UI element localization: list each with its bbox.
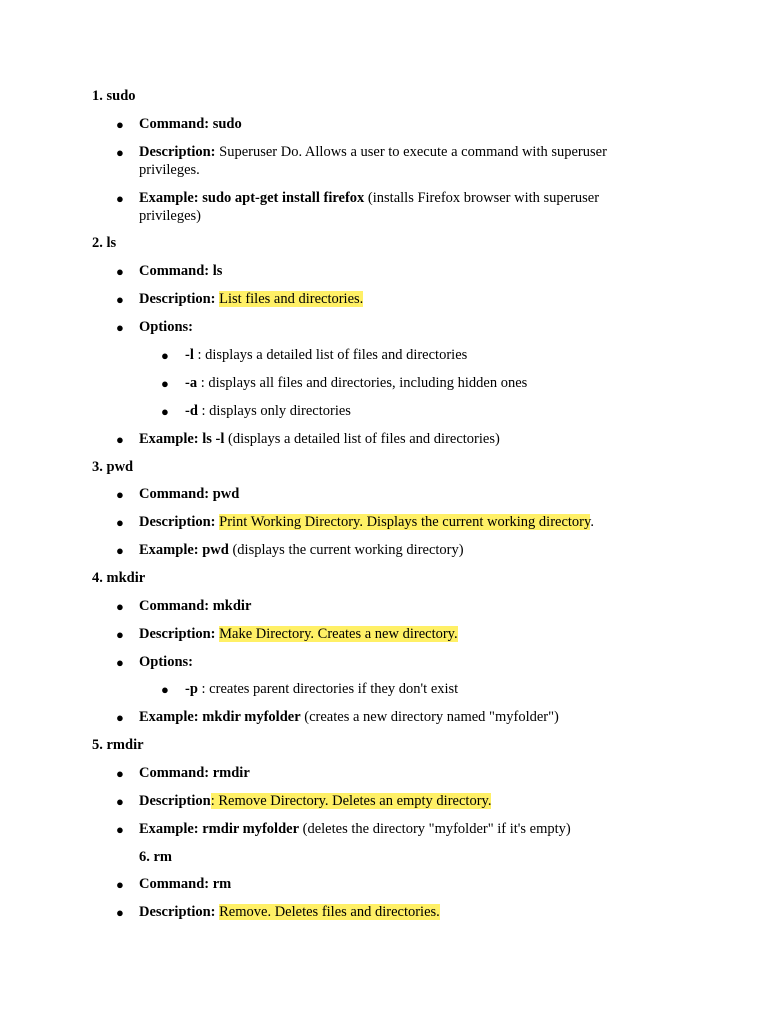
command-label: Command: [139, 765, 210, 781]
bullet: ● [116, 543, 124, 558]
option-text: : creates parent directories if they don't exist [197, 681, 459, 697]
command-label: Command: [139, 486, 210, 502]
bullet: ● [116, 794, 124, 809]
bullet: ● [116, 599, 124, 614]
example-label: Example: [139, 709, 199, 725]
options-label: Options: [139, 319, 193, 335]
bullet: ● [116, 117, 124, 132]
section-heading-mkdir: 4. mkdir [92, 570, 146, 586]
command-value: rmdir [212, 765, 250, 781]
command-label: Command: [139, 116, 210, 132]
description-label: Description: [139, 291, 216, 307]
example-item [139, 821, 571, 838]
example-value: rmdir myfolder [202, 821, 300, 837]
example-value: pwd [202, 542, 229, 558]
description-tail: . [590, 514, 594, 530]
options-label: Options: [139, 654, 193, 670]
command-label: Command: [139, 263, 210, 279]
bullet: ● [116, 292, 124, 307]
command-item [139, 486, 239, 503]
bullet: ● [161, 682, 169, 697]
example-label: Example: [139, 821, 199, 837]
command-item [139, 598, 251, 615]
description-label: Description: [139, 626, 216, 642]
option-item [185, 403, 351, 420]
example-item [139, 190, 599, 207]
description-text: Superuser Do. Allows a user to execute a command with superuser [219, 144, 607, 160]
bullet: ● [116, 627, 124, 642]
command-value: ls [212, 263, 223, 279]
description-text-highlighted: : Remove Directory. Deletes an empty directory. [210, 793, 492, 809]
option-text: : displays a detailed list of files and directories [193, 347, 468, 363]
command-value: pwd [212, 486, 240, 502]
option-flag: -d [185, 403, 198, 419]
bullet: ● [161, 348, 169, 363]
command-value: rm [212, 876, 232, 892]
bullet: ● [161, 376, 169, 391]
section-heading-ls: 2. ls [92, 235, 117, 251]
description-label: Description [139, 793, 211, 809]
command-item [139, 263, 222, 280]
option-flag: -l [185, 347, 194, 363]
example-continuation: privileges) [139, 208, 202, 224]
example-note: (creates a new directory named "myfolder") [304, 709, 559, 725]
section-heading-sudo: 1. sudo [92, 88, 136, 104]
section-heading-rmdir: 5. rmdir [92, 737, 144, 753]
command-item [139, 765, 250, 782]
command-item [139, 116, 242, 133]
bullet: ● [116, 515, 124, 530]
command-value: mkdir [212, 598, 252, 614]
bullet: ● [116, 191, 124, 206]
description-text-highlighted: Remove. Deletes files and directories. [219, 904, 440, 920]
bullet: ● [116, 145, 124, 160]
command-label: Command: [139, 598, 210, 614]
command-value: sudo [212, 116, 242, 132]
example-note: (displays the current working directory) [232, 542, 464, 558]
bullet: ● [116, 655, 124, 670]
example-label: Example: [139, 542, 199, 558]
section-heading-pwd: 3. pwd [92, 459, 134, 475]
bullet: ● [116, 320, 124, 335]
option-item [185, 375, 527, 392]
example-label: Example: [139, 190, 199, 206]
command-label: Command: [139, 876, 210, 892]
option-item [185, 347, 467, 364]
description-item [139, 793, 491, 810]
bullet: ● [116, 710, 124, 725]
option-item [185, 681, 458, 698]
description-label: Description: [139, 514, 216, 530]
option-text: : displays only directories [197, 403, 351, 419]
bullet: ● [116, 432, 124, 447]
bullet: ● [116, 487, 124, 502]
section-heading-rm: 6. rm [139, 849, 173, 865]
example-value: mkdir myfolder [202, 709, 301, 725]
description-text-highlighted: Make Directory. Creates a new directory. [219, 626, 458, 642]
bullet: ● [116, 877, 124, 892]
bullet: ● [161, 404, 169, 419]
description-label: Description: [139, 144, 216, 160]
command-item [139, 876, 231, 893]
description-item [139, 144, 607, 161]
bullet: ● [116, 905, 124, 920]
description-label: Description: [139, 904, 216, 920]
description-continuation: privileges. [139, 162, 200, 178]
bullet: ● [116, 264, 124, 279]
example-note: (deletes the directory "myfolder" if it's empty) [302, 821, 571, 837]
option-flag: -a [185, 375, 198, 391]
example-item [139, 431, 500, 448]
example-label: Example: [139, 431, 199, 447]
example-note: (displays a detailed list of files and directories) [228, 431, 500, 447]
option-text: : displays all files and directories, including hidden ones [197, 375, 528, 391]
example-value: sudo apt-get install firefox [202, 190, 365, 206]
bullet: ● [116, 766, 124, 781]
description-item [139, 291, 363, 308]
description-item [139, 904, 440, 921]
bullet: ● [116, 822, 124, 837]
example-value: ls -l [202, 431, 225, 447]
description-item [139, 514, 594, 531]
example-note: (installs Firefox browser with superuser [367, 190, 600, 206]
description-text-highlighted: List files and directories. [219, 291, 364, 307]
example-item [139, 709, 559, 726]
option-flag: -p [185, 681, 198, 697]
example-item [139, 542, 464, 559]
description-item [139, 626, 458, 643]
description-text-highlighted: Print Working Directory. Displays the current working directory [219, 514, 591, 530]
